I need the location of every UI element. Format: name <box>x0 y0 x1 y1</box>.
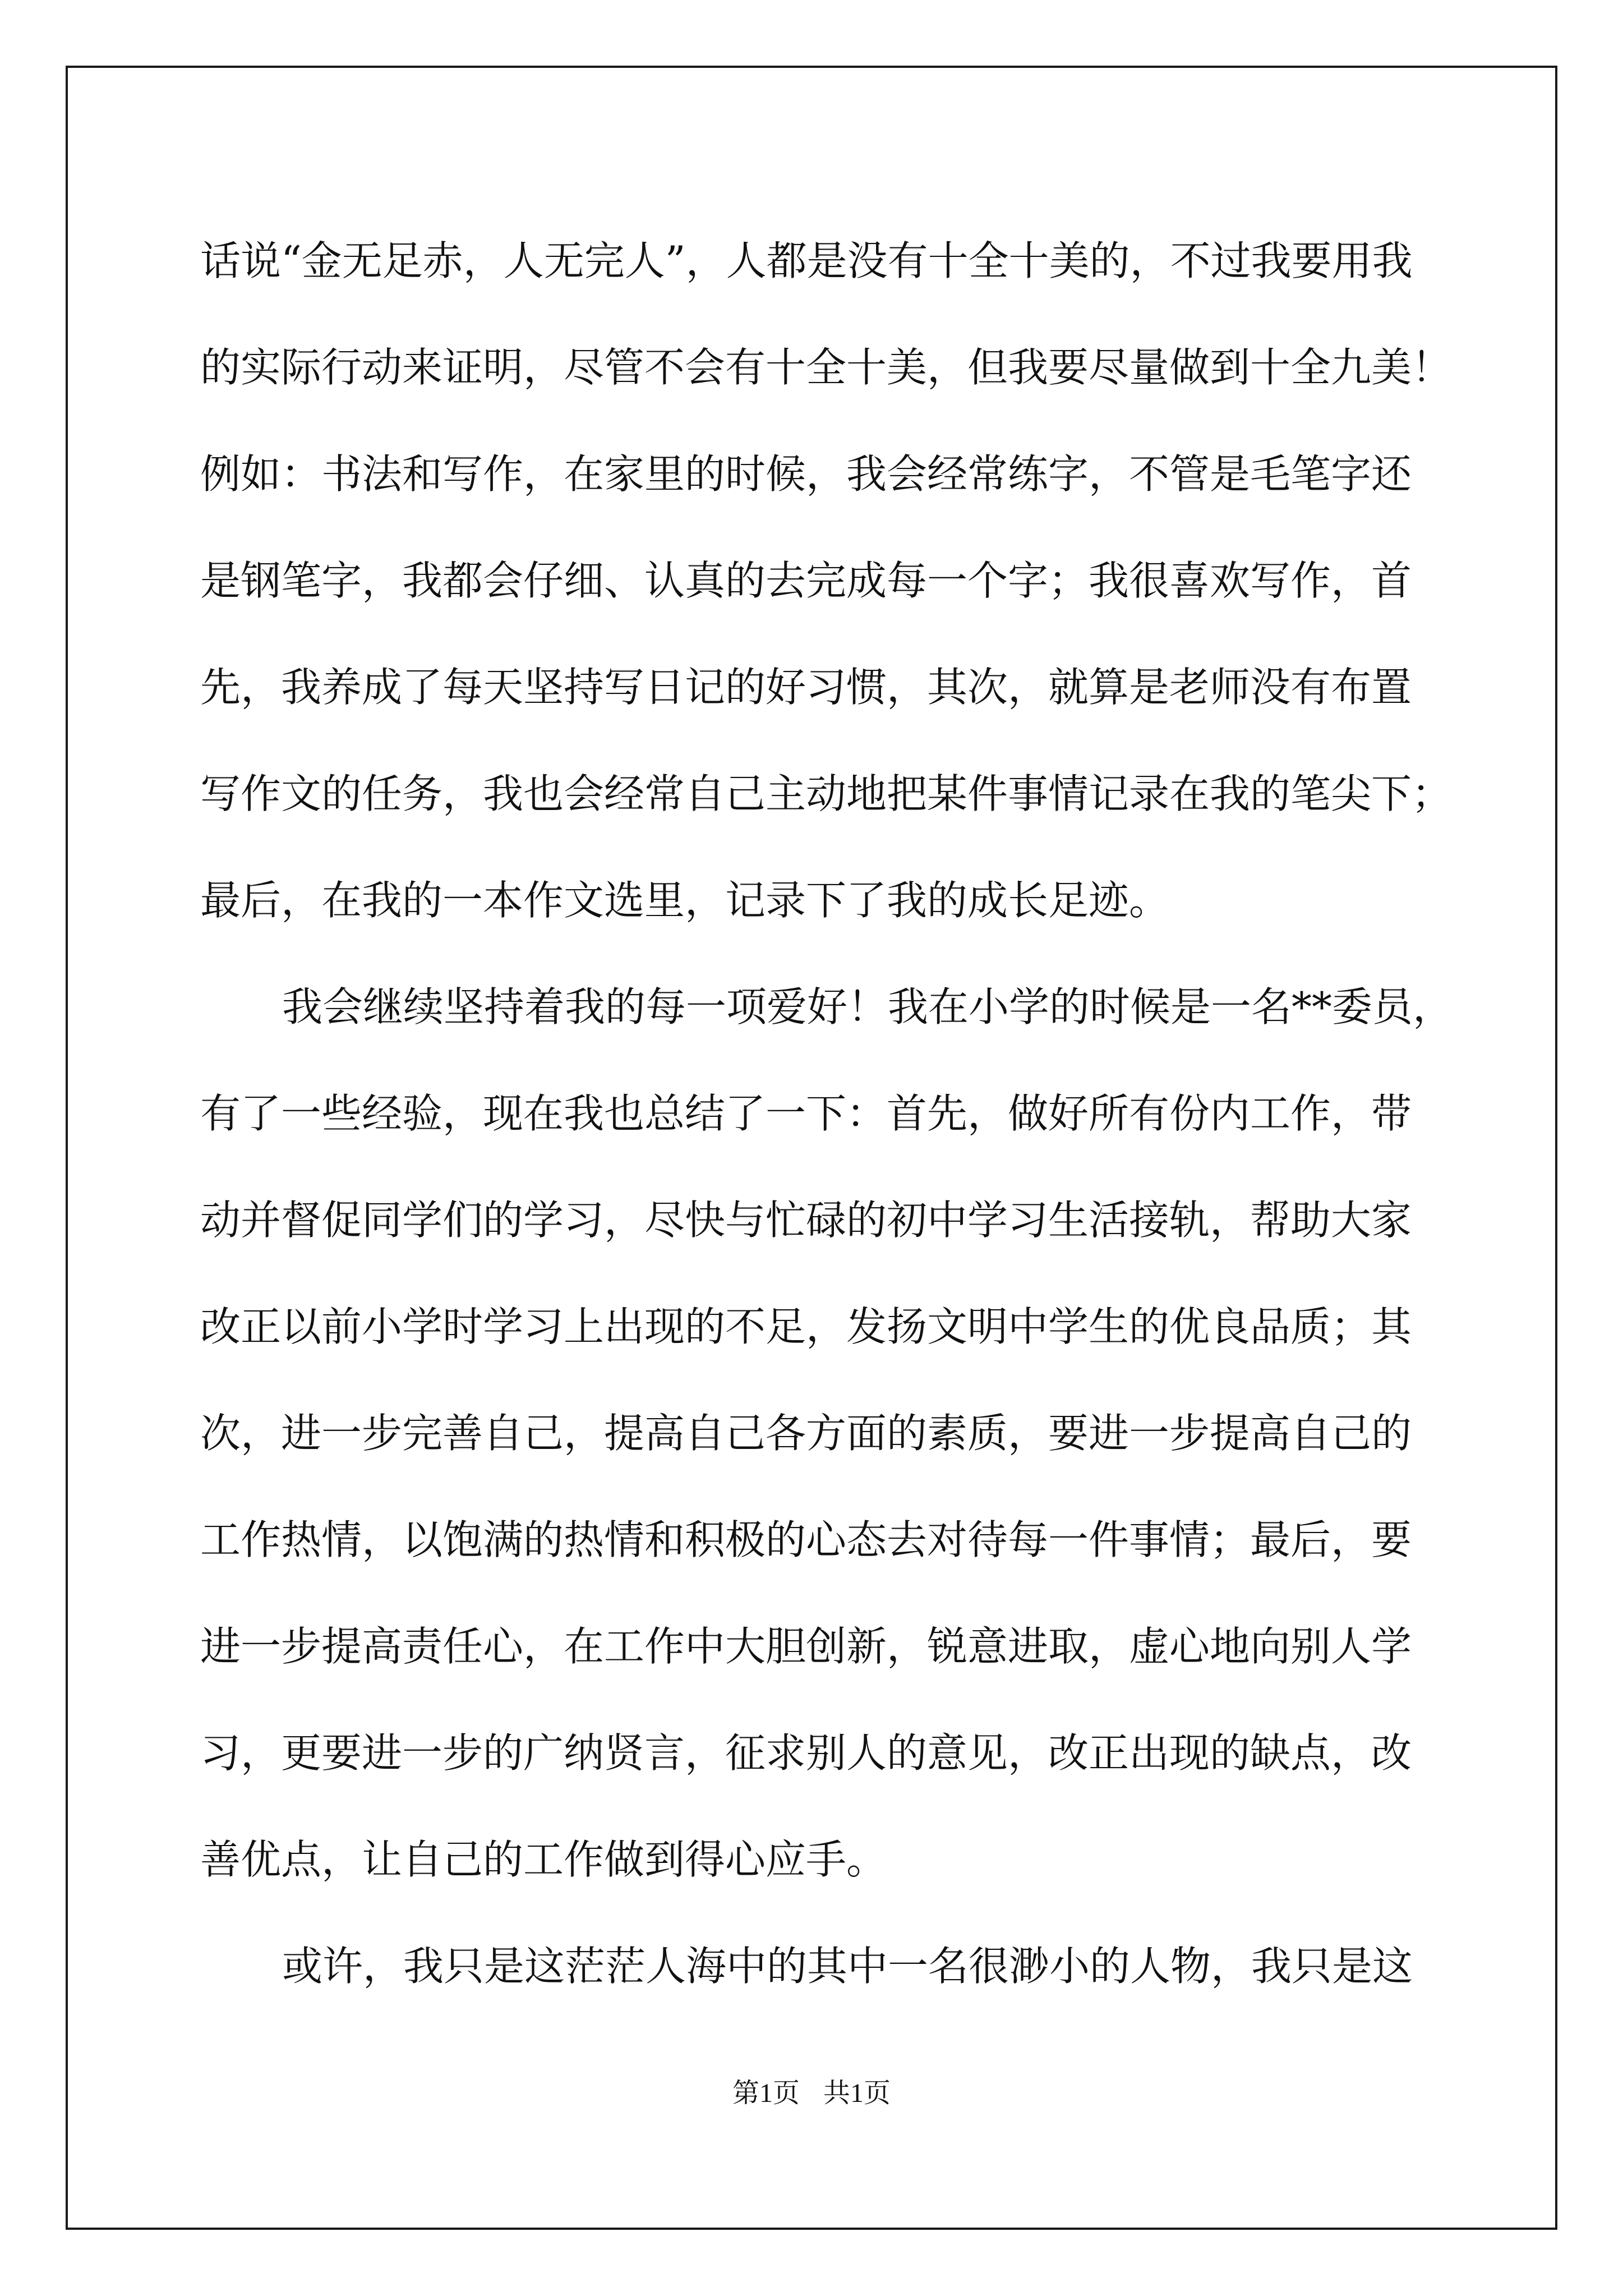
text-line: 改正以前小学时学习上出现的不足，发扬文明中学生的优良品质；其 <box>200 1303 1412 1350</box>
text-line: 习，更要进一步的广纳贤言，征求别人的意见，改正出现的缺点，改 <box>200 1729 1412 1777</box>
text-line: 有了一些经验，现在我也总结了一下：首先，做好所有份内工作，带 <box>200 1090 1412 1137</box>
text-line: 写作文的任务，我也会经常自己主动地把某件事情记录在我的笔尖下； <box>200 770 1453 817</box>
text-line: 或许，我只是这茫茫人海中的其中一名很渺小的人物，我只是这 <box>282 1943 1413 1990</box>
text-line: 最后，在我的一本作文选里，记录下了我的成长足迹。 <box>200 877 1170 924</box>
text-line: 先，我养成了每天坚持写日记的好习惯，其次，就算是老师没有布置 <box>200 664 1412 711</box>
page-total: 共1页 <box>823 2078 891 2108</box>
text-line: 工作热情，以饱满的热情和积极的心态去对待每一件事情；最后，要 <box>200 1516 1412 1563</box>
text-line: 次，进一步完善自己，提高自己各方面的素质，要进一步提高自己的 <box>200 1410 1412 1457</box>
page-number: 第1页 <box>732 2078 800 2108</box>
text-line: 进一步提高责任心，在工作中大胆创新，锐意进取，虚心地向别人学 <box>200 1623 1412 1670</box>
text-line: 是钢笔字，我都会仔细、认真的去完成每一个字；我很喜欢写作，首 <box>200 557 1412 604</box>
text-line: 我会继续坚持着我的每一项爱好！我在小学的时候是一名**委员， <box>282 983 1454 1030</box>
text-line: 话说“金无足赤，人无完人”，人都是没有十全十美的，不过我要用我 <box>200 237 1413 284</box>
document-body <box>200 208 1454 2019</box>
text-line: 例如：书法和写作，在家里的时候，我会经常练字，不管是毛笔字还 <box>200 450 1412 498</box>
page-footer <box>0 2071 1623 2110</box>
text-line: 动并督促同学们的学习，尽快与忙碌的初中学习生活接轨，帮助大家 <box>200 1197 1412 1244</box>
text-line: 的实际行动来证明，尽管不会有十全十美，但我要尽量做到十全九美！ <box>200 344 1453 391</box>
text-line: 善优点，让自己的工作做到得心应手。 <box>200 1836 887 1883</box>
